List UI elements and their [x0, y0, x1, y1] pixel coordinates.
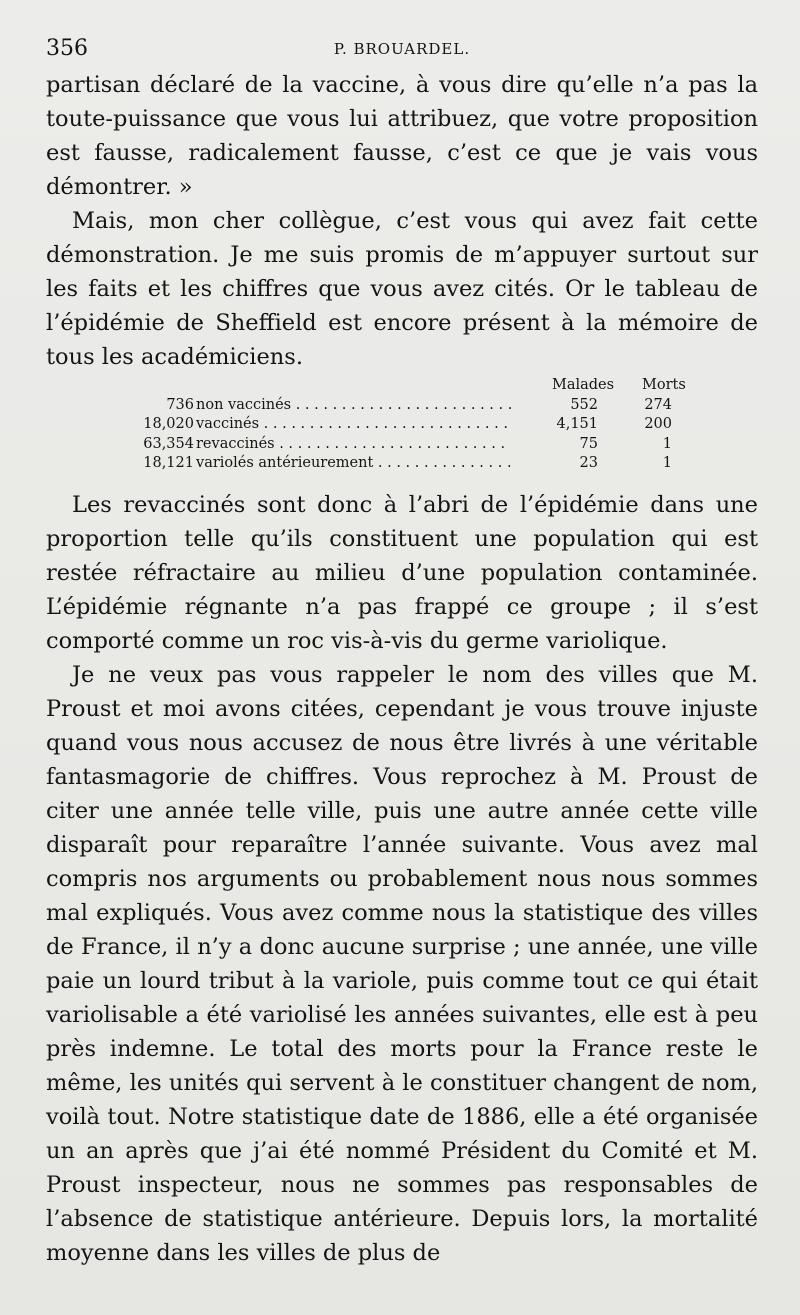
row-label: variolés antérieurement . . .	[196, 454, 511, 474]
table-row	[46, 454, 758, 474]
row-morts: 200	[644, 416, 672, 432]
row-morts: 1	[662, 435, 672, 452]
paragraph-4: Je ne veux pas vous rappeler le nom des villes que M. Proust et moi avons citées, cependant je vous trouve injuste quand vous nous accusez de nous être livrés à une véritable fantasmagorie de chiffres. Vous reprochez à M. Proust de citer une année telle ville, puis une autre année cette ville disparaît pour reparaître l’année suivante. Vous avez mal compris nos arguments ou probablement nous nous sommes mal expliqués. Vous avez comme nous la statistique des villes de France, il n’y a donc aucune surprise ; une année, une ville paie un lourd tribut à la variole, puis comme tout ce qui était variolisable a été variolisé les années suivantes, elle est à peu près indemne. Le total des morts pour la France reste le même, les unités qui servent à le constituer changent de nom, voilà tout. Notre statistique date de 1886, elle a été organisée un an après que j’ai été nommé Président du Comité et M. Proust inspecteur, nous ne sommes pas responsables de l’absence de statistique antérieure. Depuis lors, la mortalité moyenne dans les villes de plus de	[46, 661, 758, 1266]
table-row	[46, 396, 758, 416]
table-row	[46, 415, 758, 435]
running-head	[46, 28, 758, 68]
paragraph-2: Mais, mon cher collègue, c’est vous qui avez fait cette démonstration. Je me suis promis de m’appuyer surtout sur les faits et les chiffres que vous avez cités. Or le tableau de l’épidémie de Sheffield est encore présent à la mémoire de tous les académiciens.	[46, 208, 758, 370]
row-count: 18,020	[143, 416, 194, 432]
paragraph-1: partisan déclaré de la vaccine, à vous dire qu’elle n’a pas la toute-puissance que vous lui attribuez, que votre proposition est fausse, radicalement fausse, c’est ce que je vais vous démontrer. »	[46, 72, 758, 200]
table-header	[46, 376, 758, 396]
row-morts: 274	[644, 396, 672, 413]
row-malades: 23	[579, 455, 598, 471]
row-malades: 4,151	[556, 416, 598, 432]
running-title: P. BROUARDEL.	[333, 40, 471, 58]
row-malades: 552	[570, 396, 598, 413]
row-count: 736	[166, 396, 194, 413]
row-count: 63,354	[143, 435, 194, 452]
row-label: revaccinés . . .	[196, 435, 511, 455]
header-morts: Morts	[642, 377, 686, 393]
row-morts: 1	[662, 455, 672, 471]
header-malades: Malades	[552, 377, 615, 393]
row-malades: 75	[579, 435, 598, 452]
row-label: vaccinés . . .	[196, 415, 511, 435]
table-row	[46, 435, 758, 455]
page-number: 356	[46, 36, 88, 61]
row-count: 18,121	[143, 455, 194, 471]
row-label: non vaccinés . . .	[196, 396, 511, 416]
paragraph-3: Les revaccinés sont donc à l’abri de l’épidémie dans une proportion telle qu’ils constituent une population qui est restée réfractaire au milieu d’une population contaminée. L’épidémie régnante n’a pas frappé ce groupe ; il s’est comporté comme un roc vis-à-vis du germe variolique.	[46, 491, 758, 654]
sheffield-table	[46, 376, 758, 474]
